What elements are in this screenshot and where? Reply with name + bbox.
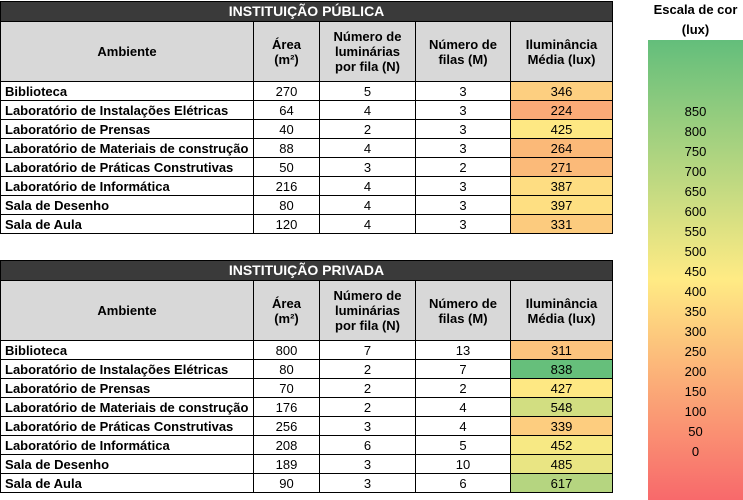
color-scale-label: 850 [684, 104, 707, 119]
ambiente-cell: Laboratório de Instalações Elétricas [1, 101, 254, 120]
iluminancia-cell: 548 [511, 398, 613, 417]
ambiente-cell: Laboratório de Informática [1, 177, 254, 196]
color-scale-label: 400 [684, 284, 707, 299]
iluminancia-cell: 838 [511, 360, 613, 379]
private-institution-table [0, 260, 613, 493]
ambiente-cell: Laboratório de Práticas Construtivas [1, 417, 254, 436]
table-row [1, 139, 613, 158]
iluminancia-cell: 485 [511, 455, 613, 474]
luminarias-cell: 2 [320, 360, 416, 379]
luminarias-cell: 4 [320, 139, 416, 158]
ambiente-cell: Sala de Aula [1, 474, 254, 493]
ambiente-cell: Laboratório de Materiais de construção [1, 398, 254, 417]
color-scale-label: 450 [684, 264, 707, 279]
luminarias-cell: 2 [320, 120, 416, 139]
luminarias-cell: 4 [320, 215, 416, 234]
iluminancia-cell: 331 [511, 215, 613, 234]
ambiente-cell: Sala de Desenho [1, 455, 254, 474]
ambiente-cell: Laboratório de Práticas Construtivas [1, 158, 254, 177]
header-luminarias: Número de luminárias por fila (N) [320, 22, 416, 82]
table-row [1, 455, 613, 474]
filas-cell: 5 [416, 436, 511, 455]
iluminancia-cell: 617 [511, 474, 613, 493]
table-title: INSTITUIÇÃO PÚBLICA [1, 2, 613, 22]
luminarias-cell: 4 [320, 196, 416, 215]
ambiente-cell: Sala de Desenho [1, 196, 254, 215]
ambiente-cell: Sala de Aula [1, 215, 254, 234]
filas-cell: 2 [416, 158, 511, 177]
filas-cell: 3 [416, 196, 511, 215]
luminarias-cell: 6 [320, 436, 416, 455]
header-area: Área (m²) [254, 22, 320, 82]
area-cell: 208 [254, 436, 320, 455]
ambiente-cell: Biblioteca [1, 341, 254, 360]
filas-cell: 13 [416, 341, 511, 360]
area-cell: 90 [254, 474, 320, 493]
filas-cell: 3 [416, 139, 511, 158]
table-row [1, 436, 613, 455]
area-cell: 189 [254, 455, 320, 474]
filas-cell: 3 [416, 101, 511, 120]
area-cell: 120 [254, 215, 320, 234]
iluminancia-cell: 271 [511, 158, 613, 177]
ambiente-cell: Laboratório de Prensas [1, 120, 254, 139]
table-row [1, 101, 613, 120]
color-scale-title-line1: Escala de cor [653, 2, 738, 17]
table-row [1, 120, 613, 139]
table-title: INSTITUIÇÃO PRIVADA [1, 261, 613, 281]
table-row [1, 341, 613, 360]
color-scale-label: 50 [688, 424, 703, 439]
area-cell: 80 [254, 196, 320, 215]
public-institution-table [0, 1, 613, 234]
header-iluminancia: Iluminância Média (lux) [511, 22, 613, 82]
area-cell: 40 [254, 120, 320, 139]
table-row [1, 360, 613, 379]
ambiente-cell: Laboratório de Materiais de construção [1, 139, 254, 158]
header-filas: Número de filas (M) [416, 281, 511, 341]
filas-cell: 6 [416, 474, 511, 493]
filas-cell: 3 [416, 177, 511, 196]
color-scale-title [648, 0, 743, 40]
ambiente-cell: Biblioteca [1, 82, 254, 101]
filas-cell: 10 [416, 455, 511, 474]
filas-cell: 4 [416, 398, 511, 417]
area-cell: 80 [254, 360, 320, 379]
area-cell: 88 [254, 139, 320, 158]
color-scale-label: 300 [684, 324, 707, 339]
header-filas: Número de filas (M) [416, 22, 511, 82]
table-row [1, 417, 613, 436]
ambiente-cell: Laboratório de Informática [1, 436, 254, 455]
color-scale-label: 750 [684, 144, 707, 159]
color-scale-legend [648, 0, 743, 459]
color-scale-label: 200 [684, 364, 707, 379]
color-scale-label: 700 [684, 164, 707, 179]
filas-cell: 3 [416, 120, 511, 139]
luminarias-cell: 4 [320, 177, 416, 196]
luminarias-cell: 3 [320, 417, 416, 436]
color-scale-label: 550 [684, 224, 707, 239]
luminarias-cell: 3 [320, 158, 416, 177]
color-scale-label: 0 [691, 444, 700, 459]
iluminancia-cell: 425 [511, 120, 613, 139]
area-cell: 256 [254, 417, 320, 436]
iluminancia-cell: 346 [511, 82, 613, 101]
area-cell: 800 [254, 341, 320, 360]
area-cell: 64 [254, 101, 320, 120]
iluminancia-cell: 387 [511, 177, 613, 196]
filas-cell: 4 [416, 417, 511, 436]
filas-cell: 7 [416, 360, 511, 379]
area-cell: 176 [254, 398, 320, 417]
header-ambiente: Ambiente [1, 281, 254, 341]
luminarias-cell: 7 [320, 341, 416, 360]
luminarias-cell: 5 [320, 82, 416, 101]
table-row [1, 215, 613, 234]
iluminancia-cell: 224 [511, 101, 613, 120]
color-scale-label: 350 [684, 304, 707, 319]
table-row [1, 398, 613, 417]
area-cell: 50 [254, 158, 320, 177]
table-row [1, 82, 613, 101]
iluminancia-cell: 452 [511, 436, 613, 455]
color-scale-label: 650 [684, 184, 707, 199]
header-iluminancia: Iluminância Média (lux) [511, 281, 613, 341]
table-row [1, 196, 613, 215]
area-cell: 70 [254, 379, 320, 398]
color-scale-label: 800 [684, 124, 707, 139]
color-scale-label: 500 [684, 244, 707, 259]
filas-cell: 3 [416, 82, 511, 101]
iluminancia-cell: 397 [511, 196, 613, 215]
color-scale-label: 150 [684, 384, 707, 399]
ambiente-cell: Laboratório de Prensas [1, 379, 254, 398]
ambiente-cell: Laboratório de Instalações Elétricas [1, 360, 254, 379]
iluminancia-cell: 311 [511, 341, 613, 360]
color-gradient-bar [648, 40, 743, 500]
iluminancia-cell: 339 [511, 417, 613, 436]
header-luminarias: Número de luminárias por fila (N) [320, 281, 416, 341]
luminarias-cell: 3 [320, 455, 416, 474]
luminarias-cell: 3 [320, 474, 416, 493]
color-scale-label: 600 [684, 204, 707, 219]
table-row [1, 158, 613, 177]
color-scale-label: 100 [684, 404, 707, 419]
header-area: Área (m²) [254, 281, 320, 341]
area-cell: 216 [254, 177, 320, 196]
area-cell: 270 [254, 82, 320, 101]
header-ambiente: Ambiente [1, 22, 254, 82]
color-scale-title-line2: (lux) [681, 22, 710, 37]
color-scale-label: 250 [684, 344, 707, 359]
luminarias-cell: 2 [320, 379, 416, 398]
luminarias-cell: 2 [320, 398, 416, 417]
table-row [1, 379, 613, 398]
luminarias-cell: 4 [320, 101, 416, 120]
filas-cell: 3 [416, 215, 511, 234]
iluminancia-cell: 427 [511, 379, 613, 398]
table-row [1, 474, 613, 493]
iluminancia-cell: 264 [511, 139, 613, 158]
table-row [1, 177, 613, 196]
filas-cell: 2 [416, 379, 511, 398]
